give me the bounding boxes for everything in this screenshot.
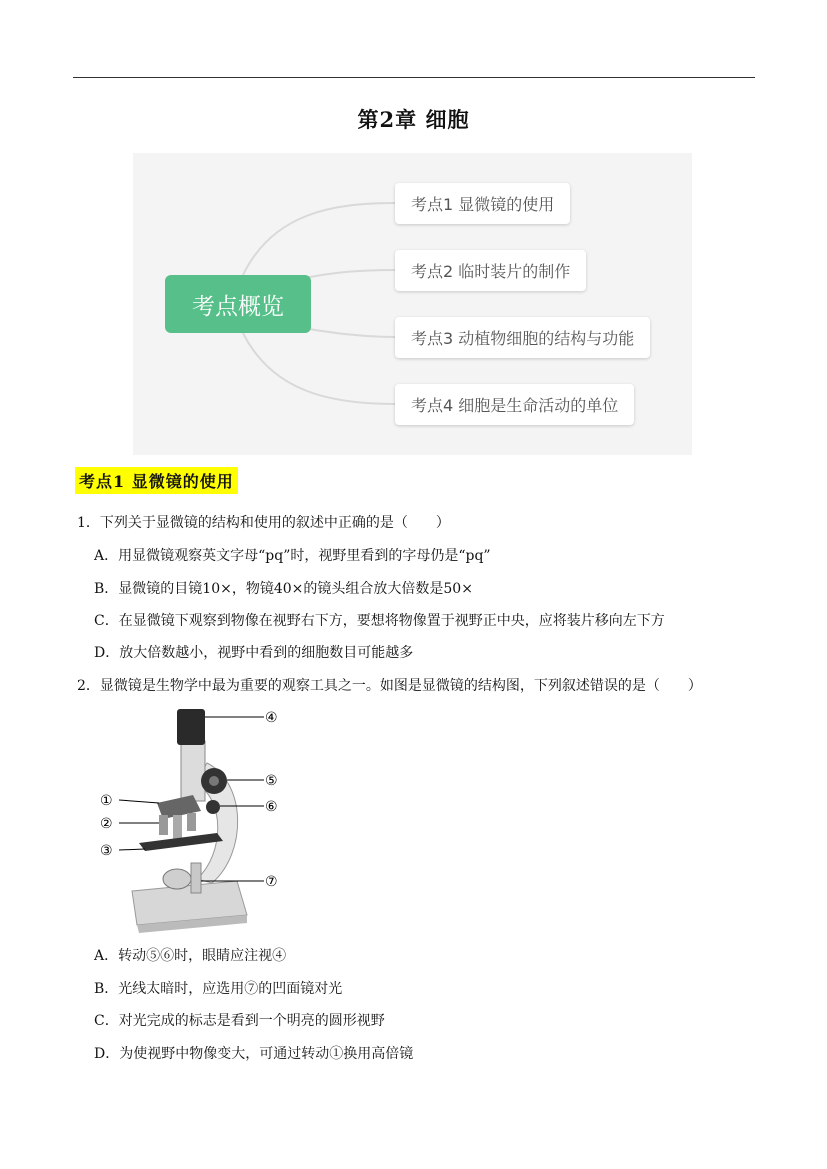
question-1-option-a: A．用显微镜观察英文字母“pq”时，视野里看到的字母仍是“pq” [94,548,491,564]
figure-label-5: ⑤ [265,773,278,789]
question-1-stem: 1．下列关于显微镜的结构和使用的叙述中正确的是（ ） [77,515,450,531]
microscope-figure [97,703,297,935]
figure-label-6: ⑥ [265,799,278,815]
question-2-option-a: A．转动⑤⑥时，眼睛应注视④ [94,948,287,964]
question-1-option-d: D．放大倍数越小，视野中看到的细胞数目可能越多 [94,645,414,661]
figure-label-2: ② [100,816,113,832]
question-2-option-b: B．光线太暗时，应选用⑦的凹面镜对光 [94,981,343,997]
figure-label-1: ① [100,793,113,809]
figure-label-7: ⑦ [265,874,278,890]
question-2-option-d: D．为使视野中物像变大，可通过转动①换用高倍镜 [94,1046,414,1062]
question-2-stem: 2．显微镜是生物学中最为重要的观察工具之一。如图是显微镜的结构图，下列叙述错误的是（ ） [77,678,702,694]
header-rule [73,77,755,78]
question-1-option-c: C．在显微镜下观察到物像在视野右下方，要想将物像置于视野正中央，应将装片移向左下方 [94,613,665,629]
section-heading: 考点1 显微镜的使用 [75,467,238,494]
mindmap-branch-3: 考点3 动植物细胞的结构与功能 [395,317,650,358]
question-2-option-c: C．对光完成的标志是看到一个明亮的圆形视野 [94,1013,385,1029]
mindmap-branch-4: 考点4 细胞是生命活动的单位 [395,384,634,425]
question-1-option-b: B．显微镜的目镜10×，物镜40×的镜头组合放大倍数是50× [94,581,473,597]
mindmap-root: 考点概览 [165,275,311,333]
figure-label-4: ④ [265,710,278,726]
mindmap-branch-2: 考点2 临时装片的制作 [395,250,586,291]
figure-label-3: ③ [100,843,113,859]
chapter-title: 第2章 细胞 [357,107,470,132]
mindmap [133,153,692,455]
mindmap-branch-1: 考点1 显微镜的使用 [395,183,570,224]
